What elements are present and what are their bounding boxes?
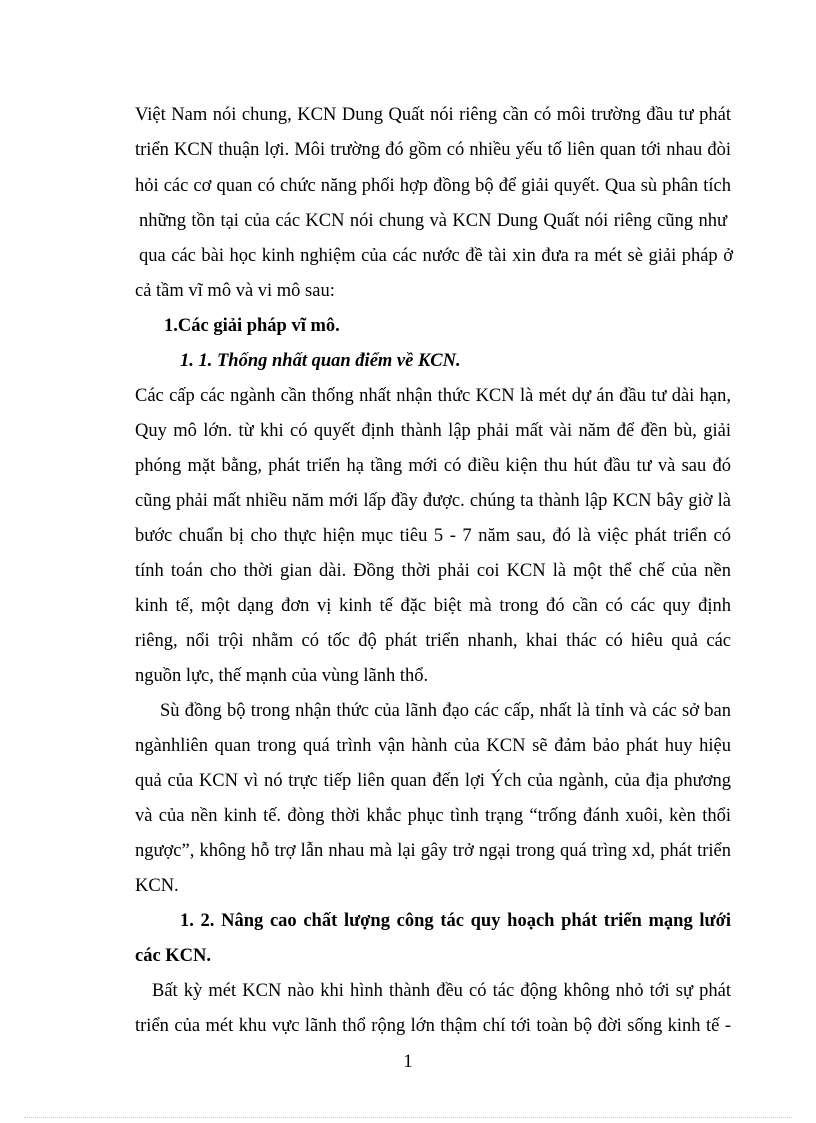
paragraph-line: Việt Nam nói chung, KCN Dung Quất nói riêng cần có môi trường đầu tư phát: [135, 105, 731, 125]
paragraph-line: hỏi các cơ quan có chức năng phối hợp đồng bộ để giải quyết. Qua sù phân tích: [135, 176, 731, 196]
paragraph-line: Các cấp các ngành cần thống nhất nhận thức KCN là mét dự án đầu tư dài hạn,: [135, 386, 731, 406]
paragraph-line: triển KCN thuận lợi. Môi trường đó gồm có nhiều yếu tố liên quan tới nhau đòi: [135, 140, 731, 160]
paragraph-line: ngànhliên quan trong quá trình vận hành của KCN sẽ đảm bảo phát huy hiệu: [135, 736, 731, 756]
paragraph-line: triển của mét khu vực lãnh thổ rộng lớn thậm chí tới toàn bộ đời sống kinh tế -: [135, 1016, 731, 1036]
page-bottom-divider: [24, 1117, 792, 1118]
subsection-heading: 1. 2. Nâng cao chất lượng công tác quy hoạch phát triển mạng lưới: [180, 911, 731, 931]
paragraph-line: và của nền kinh tế. đòng thời khắc phục tình trạng “trống đánh xuôi, kèn thổi: [135, 806, 731, 826]
paragraph-line: qua các bài học kinh nghiệm của các nước đề tài xin đưa ra mét sè giải pháp ở: [139, 246, 733, 266]
paragraph-line: quả của KCN vì nó trực tiếp liên quan đến lợi Ých của ngành, của địa phương: [135, 771, 731, 791]
paragraph-line: tính toán cho thời gian dài. Đồng thời phải coi KCN là một thể chế của nền: [135, 561, 731, 581]
paragraph-line: cũng phải mất nhiều năm mới lấp đầy được. chúng ta thành lập KCN bây giờ là: [135, 491, 731, 511]
paragraph-line: phóng mặt bằng, phát triển hạ tầng mới có điều kiện thu hút đầu tư và sau đó: [135, 456, 731, 476]
paragraph-line: Sù đồng bộ trong nhận thức của lãnh đạo các cấp, nhất là tỉnh và các sở ban: [160, 701, 731, 721]
page-number: 1: [403, 1052, 413, 1072]
paragraph-line: Quy mô lớn. từ khi có quyết định thành lập phải mất vài năm để đền bù, giải: [135, 421, 731, 441]
paragraph-line: kinh tế, một dạng đơn vị kinh tế đặc biệt mà trong đó cần có các quy định: [135, 596, 731, 616]
section-heading: 1.Các giải pháp vĩ mô.: [164, 316, 340, 336]
paragraph-line: riêng, nổi trội nhằm có tốc độ phát triển nhanh, khai thác có hiêu quả các: [135, 631, 731, 651]
subsection-heading: các KCN.: [135, 946, 212, 966]
paragraph-line: nguồn lực, thế mạnh của vùng lãnh thổ.: [135, 666, 429, 686]
paragraph-line: bước chuẩn bị cho thực hiện mục tiêu 5 - 7 năm sau, đó là việc phát triển có: [135, 526, 731, 546]
paragraph-line: KCN.: [135, 876, 179, 896]
paragraph-line: ngược”, không hỗ trợ lẫn nhau mà lại gây trở ngại trong quá trìng xd, phát triển: [135, 841, 731, 861]
paragraph-line: Bất kỳ mét KCN nào khi hình thành đều có tác động không nhỏ tới sự phát: [152, 981, 731, 1001]
paragraph-line: cả tầm vĩ mô và vi mô sau:: [135, 281, 335, 301]
paragraph-line: những tồn tại của các KCN nói chung và KCN Dung Quất nói riêng cũng như: [139, 211, 727, 231]
subsection-heading: 1. 1. Thống nhất quan điểm về KCN.: [180, 351, 461, 371]
